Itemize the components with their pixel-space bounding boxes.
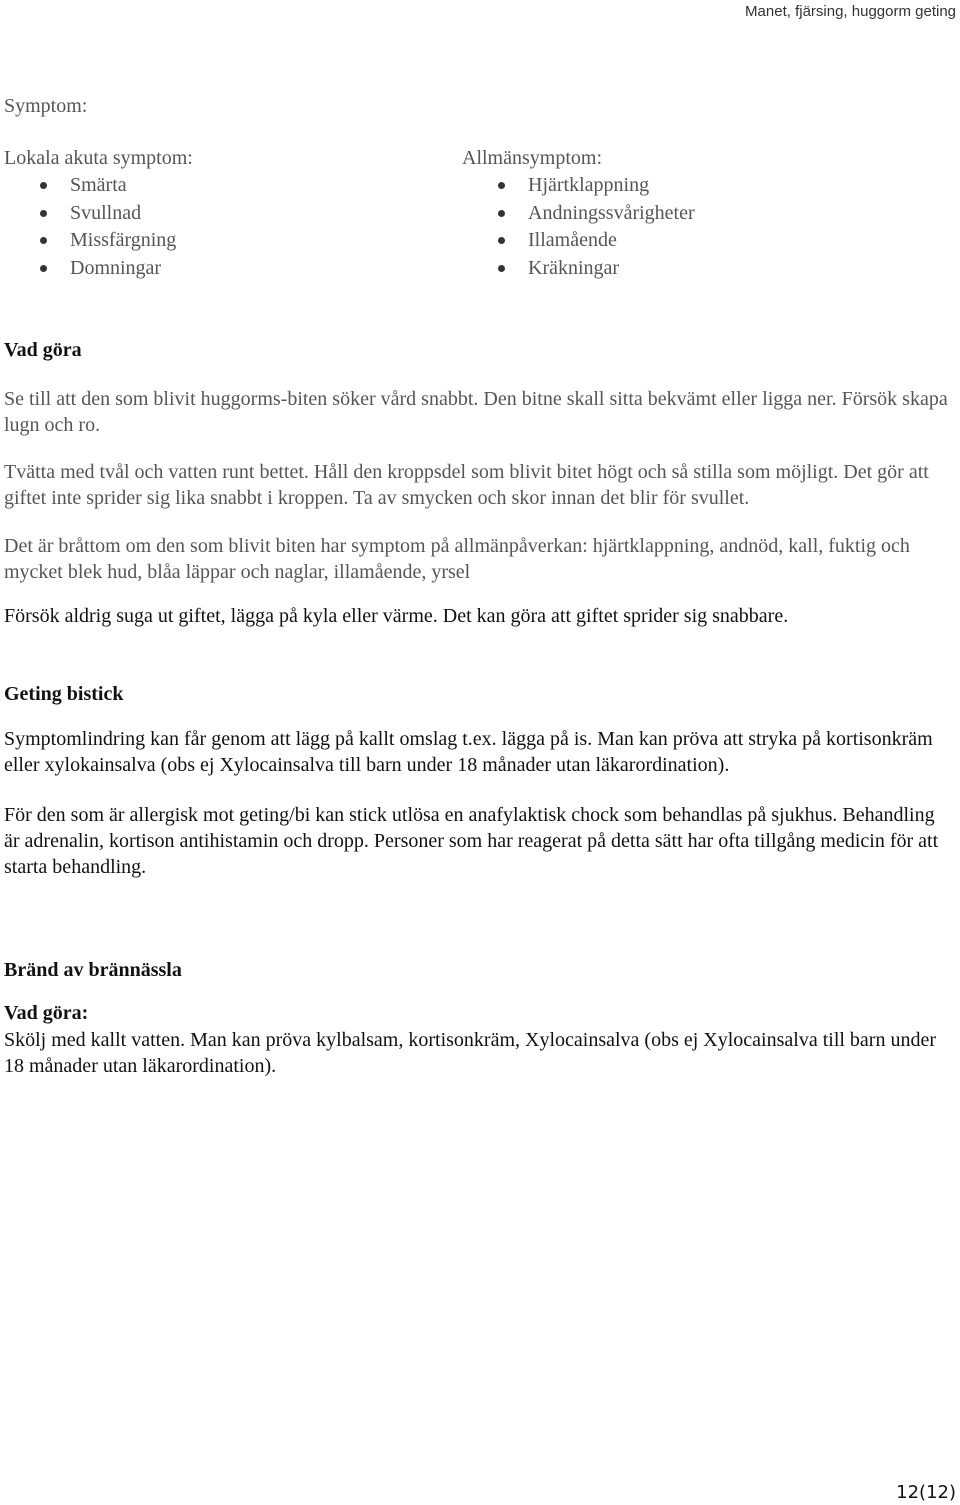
list-item: Svullnad [4,200,193,228]
local-symptoms-title: Lokala akuta symptom: [4,147,193,169]
local-symptoms-list [4,172,193,282]
bullet-icon [40,237,47,244]
geting-paragraph-2: För den som är allergisk mot geting/bi kan stick utlösa en anafylaktisk chock som behandlas på sjukhus. Behandling är adrenalin, kortison antihistamin och dropp. Personer som har reagerat på detta sätt har ofta tillgång medicin för att starta behandling. [4,804,939,878]
list-item: Andningssvårigheter [462,200,695,228]
nassla-heading: Bränd av brännässla [4,959,182,981]
bullet-icon [40,265,47,272]
geting-paragraph-1: Symptomlindring kan får genom att lägg på kallt omslag t.ex. lägga på is. Man kan pröva att stryka på kortisonkräm eller xylokainsalva (obs ej Xylocainsalva till barn under 18 månader utan läkarordination). [4,728,933,776]
list-item: Hjärtklappning [462,172,695,200]
vad-gora-paragraph-4: Försök aldrig suga ut giftet, lägga på kyla eller värme. Det kan göra att giftet sprider sig snabbare. [4,605,789,627]
nassla-paragraph-1: Skölj med kallt vatten. Man kan pröva kylbalsam, kortisonkräm, Xylocainsalva (obs ej Xylocainsalva till barn under 18 månader utan läkarordination). [4,1029,937,1077]
bullet-icon [498,265,505,272]
vad-gora-paragraph-1: Se till att den som blivit huggorms-biten söker vård snabbt. Den bitne skall sitta bekvämt eller ligga ner. Försök skapa lugn och ro. [4,388,948,436]
vad-gora-paragraph-2: Tvätta med tvål och vatten runt bettet. Håll den kroppsdel som blivit bitet högt och så stilla som möjligt. Det gör att giftet inte sprider sig lika snabbt i kroppen. Ta av smycken och skor innan det blir för svullet. [4,461,929,509]
document-body [4,92,954,1079]
nassla-subheading: Vad göra: [4,1002,89,1024]
list-item: Missfärgning [4,227,193,255]
bullet-icon [498,210,505,217]
bullet-icon [498,237,505,244]
bullet-icon [498,182,505,189]
general-symptoms-list [462,172,695,282]
bullet-icon [40,182,47,189]
local-symptoms [4,144,193,282]
symptom-columns [4,144,954,284]
list-item: Smärta [4,172,193,200]
symptoms-title: Symptom: [4,95,88,117]
running-header: Manet, fjärsing, huggorm geting [745,3,956,20]
general-symptoms-title: Allmänsymptom: [462,147,602,169]
bullet-icon [40,210,47,217]
vad-gora-heading: Vad göra [4,339,82,361]
list-item: Illamående [462,227,695,255]
geting-heading: Geting bistick [4,683,124,705]
list-item: Domningar [4,255,193,283]
page-number: 12(12) [896,1482,956,1503]
general-symptoms [462,144,695,282]
list-item: Kräkningar [462,255,695,283]
vad-gora-paragraph-3: Det är bråttom om den som blivit biten har symptom på allmänpåverkan: hjärtklappning, andnöd, kall, fuktig och mycket blek hud, blåa läppar och naglar, illamående, yrsel [4,535,910,583]
